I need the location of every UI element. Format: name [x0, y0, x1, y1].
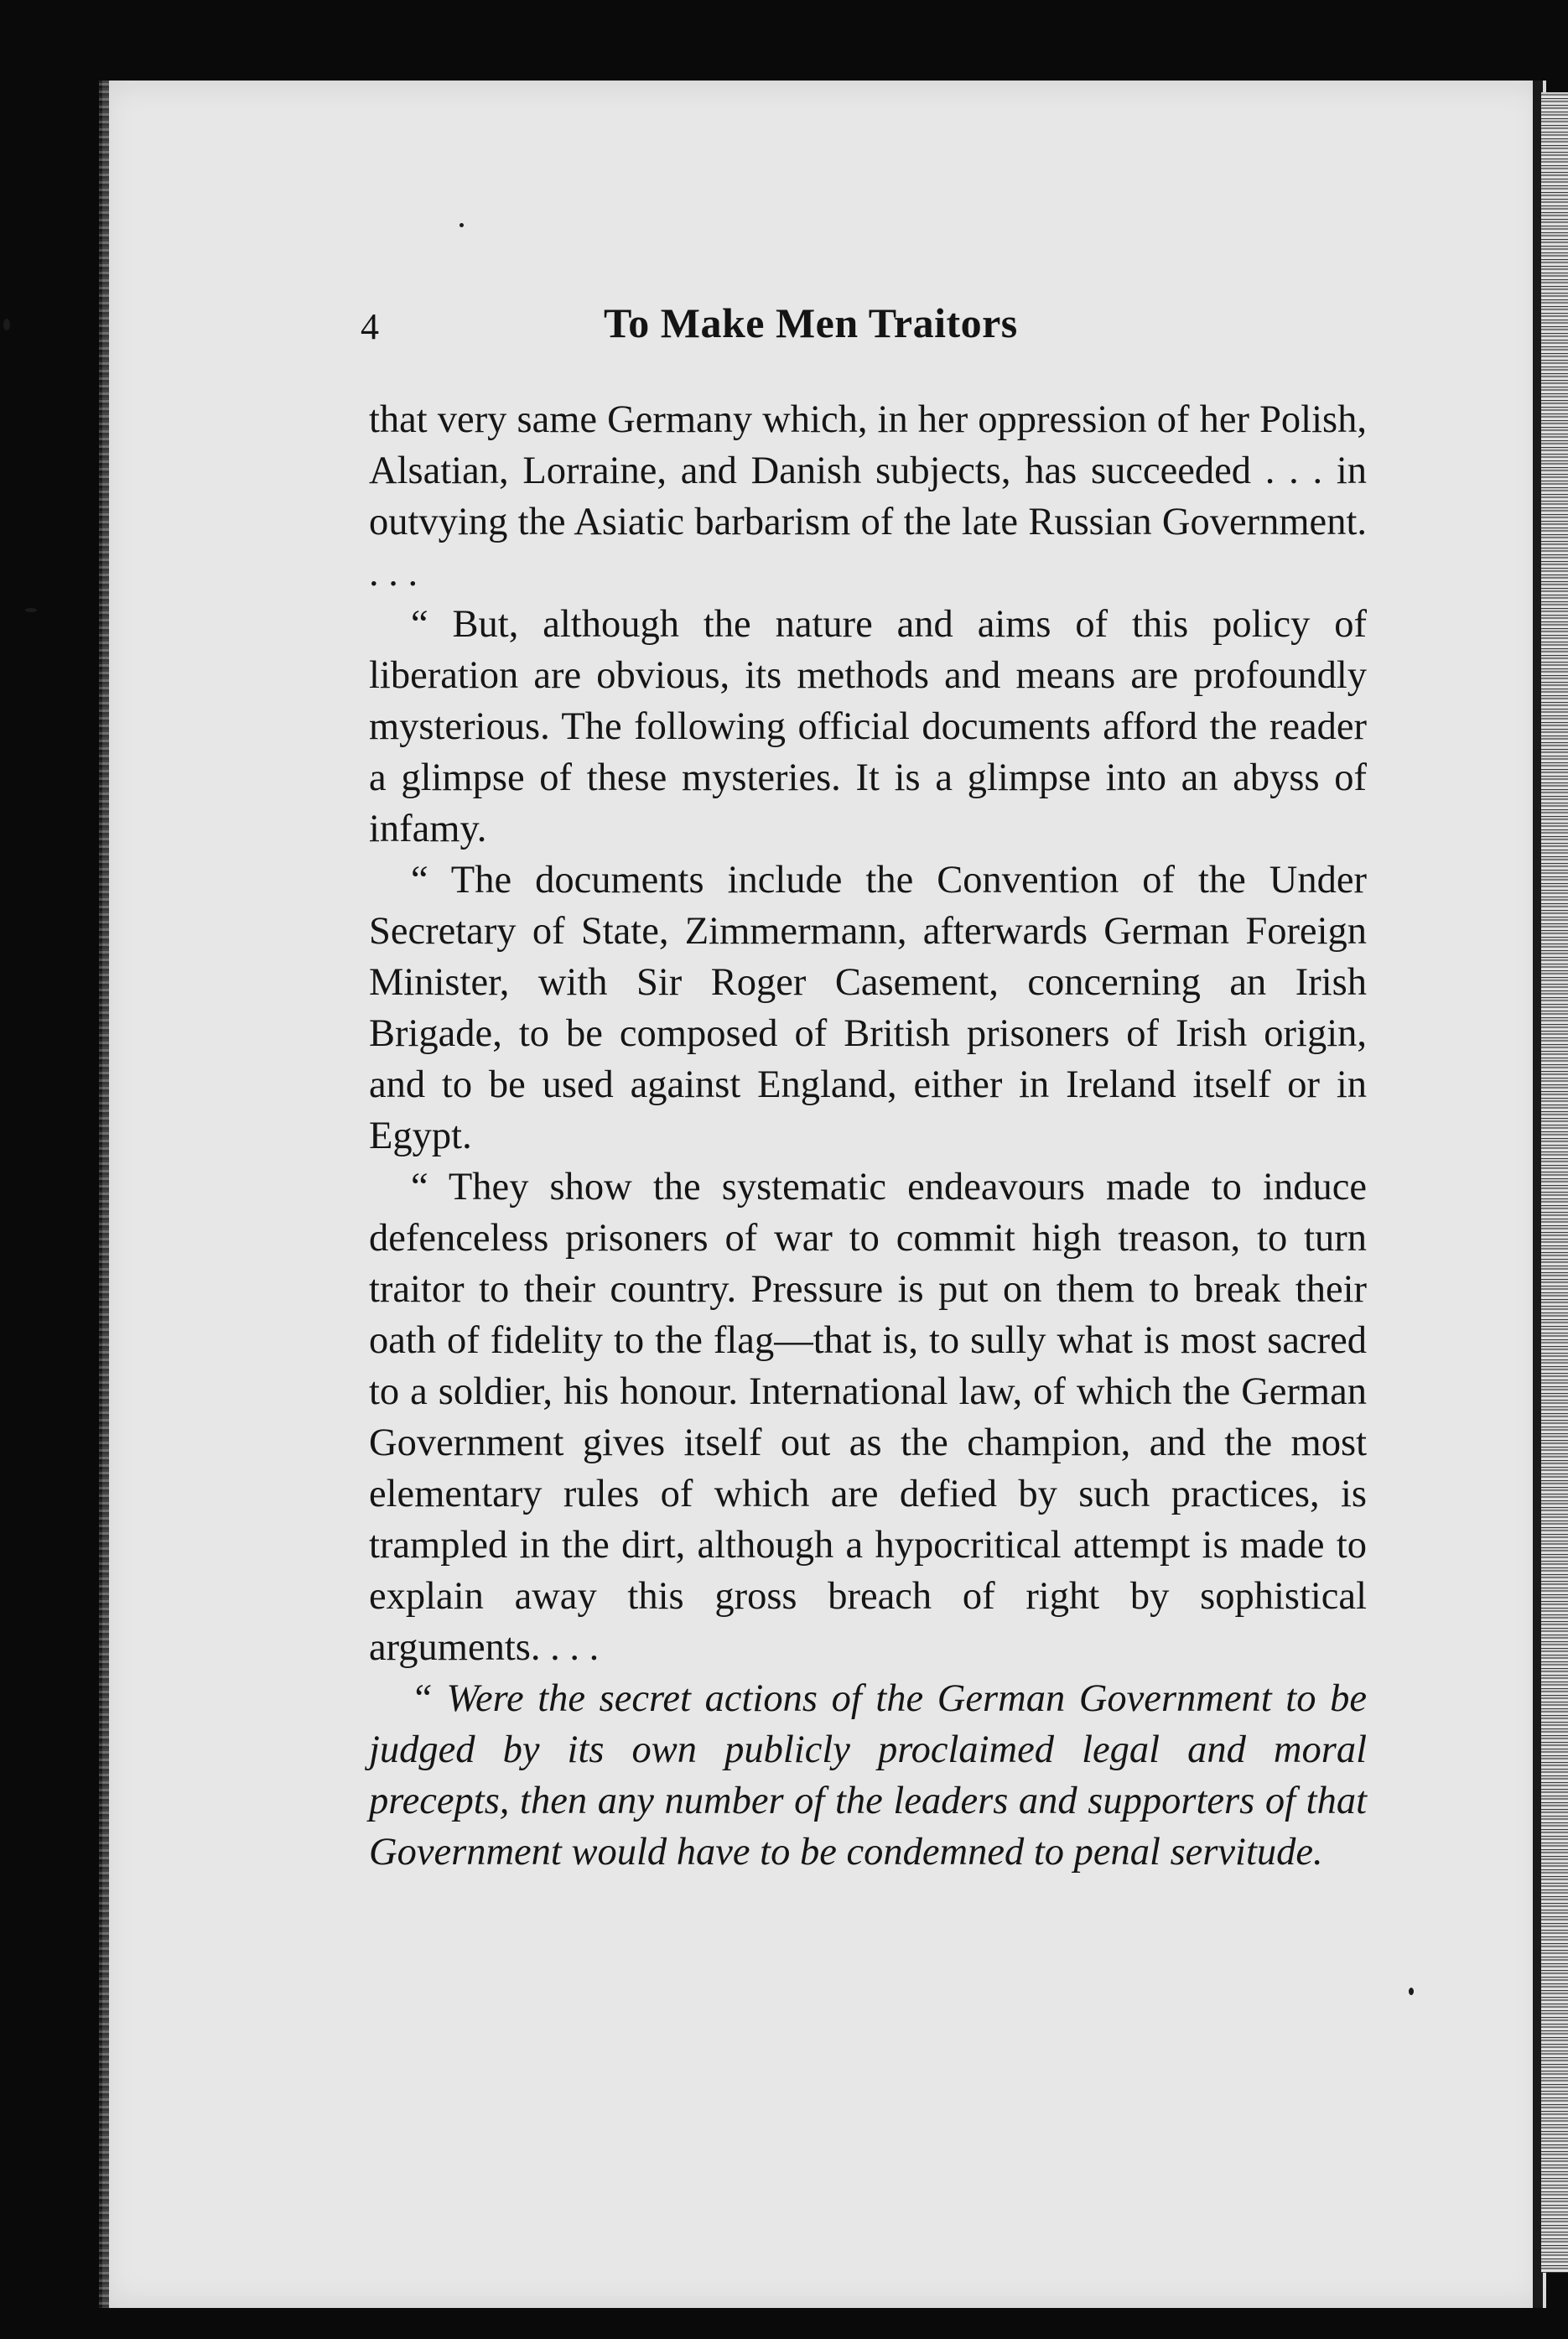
- paragraph: “ They show the systematic endeavours made to induce defenceless prisoners of war to commit high treason, to turn traitor to their country. Pressure is put on them to break their oath of fidelity to the flag—that is, to sully what is most sacred to a soldier, his honour. International law, of which the German Government gives itself out as the champion, and the most elementary rules of which are defied by such practices, is trampled in the dirt, although a hypocritical attempt is made to explain away this gross breach of right by sophistical arguments. . . .: [369, 1166, 1367, 1669]
- dust-speck: [3, 319, 10, 330]
- body-text: [369, 394, 1367, 1878]
- dust-speck: [459, 223, 464, 227]
- paragraph: that very same Germany which, in her oppression of her Polish, Alsatian, Lorraine, and Danish subjects, has succeeded . . . in outvying the Asiatic barbarism of the late Russian Government. . . .: [369, 398, 1367, 595]
- left-binding-edge: [99, 81, 109, 2308]
- page-header: [361, 299, 1367, 357]
- dust-speck: [25, 608, 37, 612]
- paragraph-italic: “ Were the secret actions of the German Government to be judged by its own publicly proclaimed legal and moral precepts, then any number of the leaders and supporters of that Government would have to be condemned to penal servitude.: [369, 1677, 1367, 1874]
- page-number: 4: [361, 306, 379, 347]
- dust-speck: [1409, 1988, 1414, 1995]
- paragraph: “ But, although the nature and aims of this policy of liberation are obvious, its methods and means are profoundly mysterious. The following official documents afford the reader a glimpse of these mysteries. It is a glimpse into an abyss of infamy.: [369, 603, 1367, 850]
- running-title: To Make Men Traitors: [604, 299, 1018, 346]
- paragraph: “ The documents include the Convention of the Under Secretary of State, Zimmermann, afterwards German Foreign Minister, with Sir Roger Casement, concerning an Irish Brigade, to be composed of British prisoners of Irish origin, and to be used against England, either in Ireland itself or in Egypt.: [369, 859, 1367, 1157]
- bottom-border: [102, 2308, 1546, 2339]
- right-page-stack-edge: [1541, 92, 1568, 2273]
